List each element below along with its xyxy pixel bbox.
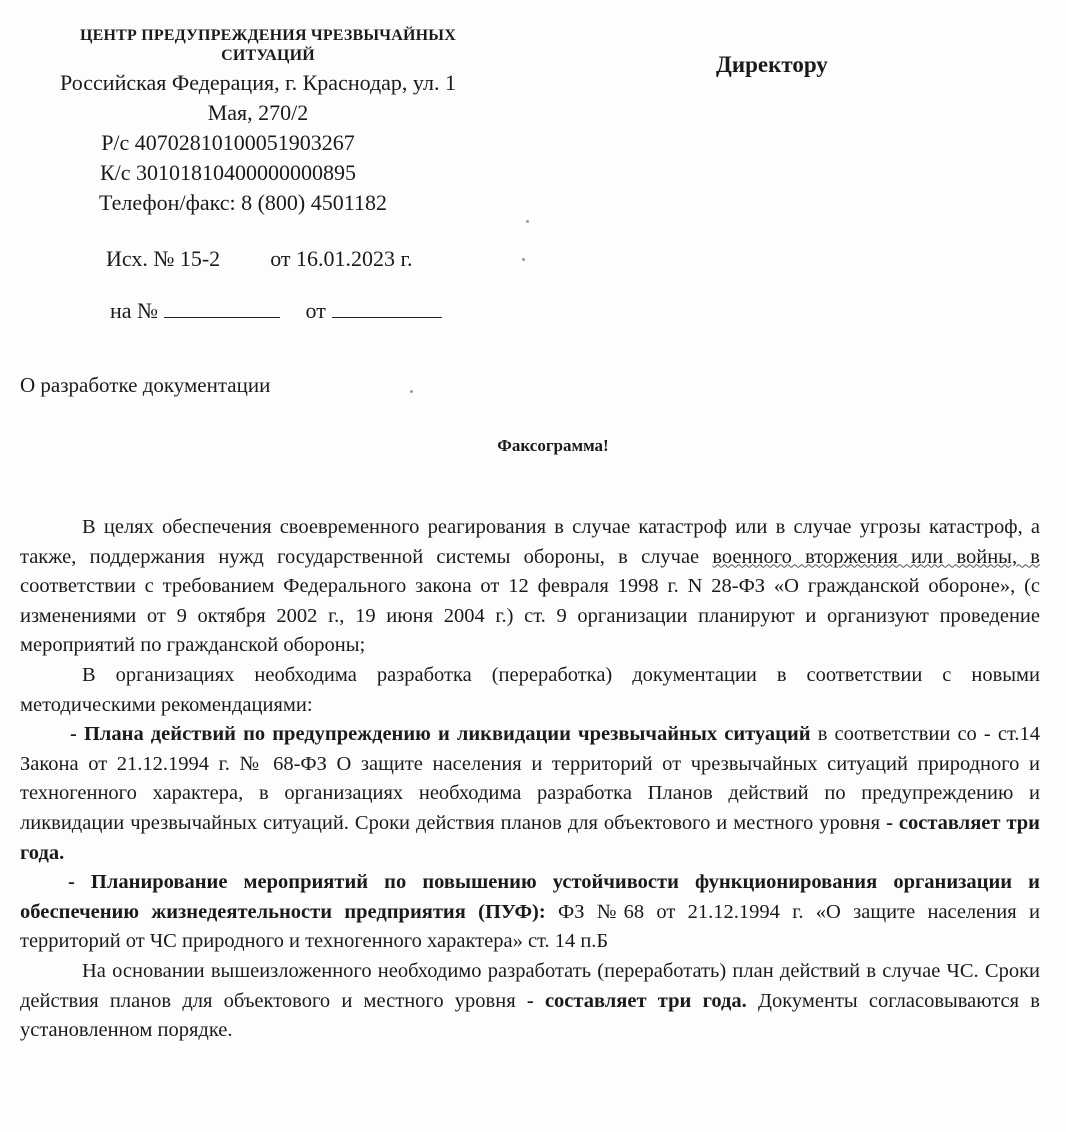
paragraph-3: На основании вышеизложенного необходимо разработать (переработать) план действий в случае ЧС. Сроки действия планов для объектового и местного уровня - составляет три года. Документы согласовываются в установленном порядке.	[20, 959, 1040, 1042]
sender-block	[18, 26, 498, 218]
phone-fax: Телефон/факс: 8 (800) 4501182	[99, 190, 387, 215]
reply-reference	[110, 296, 448, 326]
scan-speck	[410, 390, 413, 393]
document-type-title: Факсограмма!	[497, 436, 609, 455]
list-item-1: - Плана действий по предупреждению и ликвидации чрезвычайных ситуаций в соответствии со - ст.14 Закона от 21.12.1994 г. № 68-ФЗ О защите населения и территорий от чрезвычайных ситуаций природного и техногенного характера, в организациях необходима разработка Планов действий по предупреждению и ликвидации чрезвычайных ситуаций. Сроки действия планов для объектового и местного уровня - составляет три года.	[20, 723, 1040, 864]
address-line1: Российская Федерация, г. Краснодар, ул. 1	[60, 70, 456, 95]
paragraph-2: В организациях необходима разработка (переработка) документации в соответствии с новыми методическими рекомендациями:	[20, 663, 1040, 716]
account-ks: К/с 30101810400000000895	[99, 160, 357, 185]
list-item-2: - Планирование мероприятий по повышению устойчивости функционирования организации и обеспечению жизнедеятельности предприятия (ПУФ): ФЗ №68 от 21.12.1994 г. «О защите населения и территорий от ЧС природного и техногенного характера» ст. 14 п.Б	[20, 871, 1041, 953]
outgoing-date: от 16.01.2023 г.	[270, 246, 413, 271]
outgoing-number	[106, 244, 413, 274]
paragraph-1: В целях обеспечения своевременного реагирования в случае катастроф или в случае угрозы катастроф, а также, поддержания нужд государственной системы обороны, в случае военного вторжения или войны, в соответствии с требованием Федерального закона от 12 февраля 1998 г. N 28-ФЗ «О гражданской обороне», (с изменениями от 9 октября 2002 г., 19 июня 2004 г.) ст. 9 организации планируют и организуют проведение мероприятий по гражданской обороны;	[20, 516, 1040, 657]
reply-from-label: от	[305, 298, 326, 323]
account-rs: Р/с 40702810100051903267	[101, 130, 355, 155]
reply-label: на №	[110, 298, 159, 323]
recipient: Директору	[716, 52, 828, 77]
reply-number-blank	[164, 297, 280, 318]
outgoing-label: Исх. № 15-2	[106, 246, 221, 271]
reply-date-blank	[332, 297, 442, 318]
letter-body	[20, 513, 1040, 1046]
org-name-line1: ЦЕНТР ПРЕДУПРЕЖДЕНИЯ ЧРЕЗВЫЧАЙНЫХ	[80, 27, 456, 44]
scan-speck	[522, 258, 525, 261]
subject-line: О разработке документации	[20, 373, 271, 397]
scan-speck	[526, 220, 529, 223]
address-line2: Мая, 270/2	[207, 100, 309, 125]
org-name-line2: СИТУАЦИЙ	[221, 47, 315, 64]
wavy-underlined-phrase: военного вторжения или войны, в	[712, 545, 1040, 568]
